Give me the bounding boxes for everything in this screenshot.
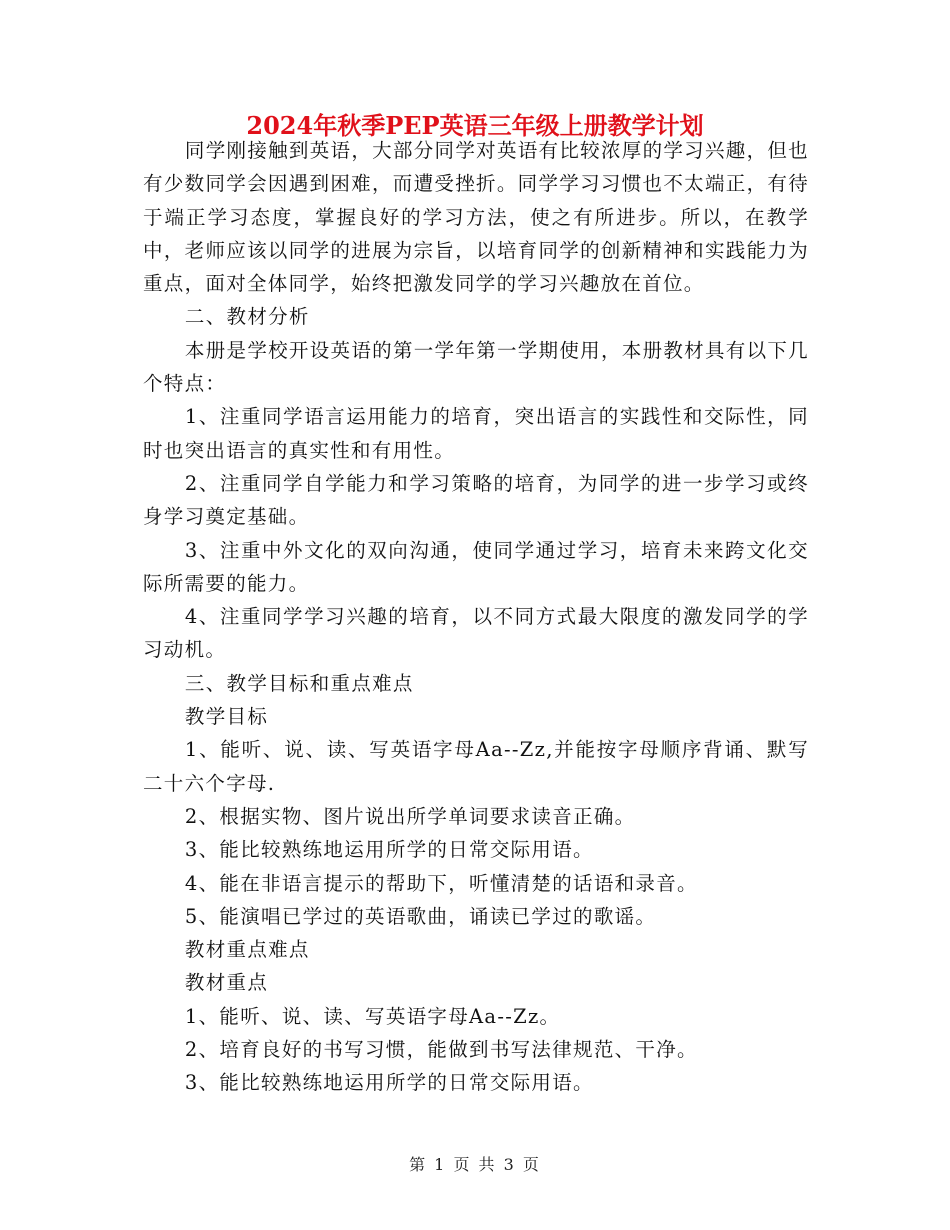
list-item: 2、根据实物、图片说出所学单词要求读音正确。: [184, 804, 636, 828]
list-item: 4、能在非语言提示的帮助下，听懂清楚的话语和录音。: [184, 871, 698, 895]
list-item: 3、能比较熟练地运用所学的日常交际用语。: [184, 838, 594, 862]
list-item: 2、注重同学自学能力和学习策略的培育，为同学的进一步学习或终身学习奠定基础。: [143, 471, 809, 529]
list-item: 5、能演唱已学过的英语歌曲，诵读已学过的歌谣。: [184, 904, 657, 928]
section-heading-textbook-analysis: 二、教材分析: [184, 305, 310, 329]
paragraph: 本册是学校开设英语的第一学年第一学期使用，本册教材具有以下几个特点：: [143, 338, 809, 396]
subheading-key-points: 教材重点: [184, 971, 269, 995]
subheading-teaching-goals: 教学目标: [184, 705, 269, 729]
subheading-key-difficult-points: 教材重点难点: [184, 938, 310, 962]
list-item: 1、能听、说、读、写英语字母Aa--Zz,并能按字母顺序背诵、默写二十六个字母.: [143, 738, 809, 795]
page-number-footer: 第 1 页 共 3 页: [409, 1155, 541, 1174]
document-body: [143, 134, 809, 1100]
paragraph-intro: 同学刚接触到英语，大部分同学对英语有比较浓厚的学习兴趣，但也有少数同学会因遇到困难，而遭受挫折。同学学习习惯也不太端正，有待于端正学习态度，掌握良好的学习方法，使之有所进步。所以，在教学中，老师应该以同学的进展为宗旨，以培育同学的创新精神和实践能力为重点，面对全体同学，始终把激发同学的学习兴趣放在首位。: [143, 139, 809, 296]
list-item: 2、培育良好的书写习惯，能做到书写法律规范、干净。: [184, 1038, 698, 1062]
list-item: 3、注重中外文化的双向沟通，使同学通过学习，培育未来跨文化交际所需要的能力。: [143, 538, 809, 595]
list-item: 4、注重同学学习兴趣的培育，以不同方式最大限度的激发同学的学习动机。: [143, 605, 809, 662]
list-item: 3、能比较熟练地运用所学的日常交际用语。: [184, 1071, 594, 1095]
list-item: 1、注重同学语言运用能力的培育，突出语言的实践性和交际性，同时也突出语言的真实性和有用性。: [143, 405, 809, 462]
section-heading-goals: 三、教学目标和重点难点: [184, 671, 414, 695]
document-title: 2024年秋季PEP英语三年级上册教学计划: [246, 111, 704, 140]
list-item: 1、能听、说、读、写英语字母Aa--Zz。: [184, 1004, 561, 1028]
